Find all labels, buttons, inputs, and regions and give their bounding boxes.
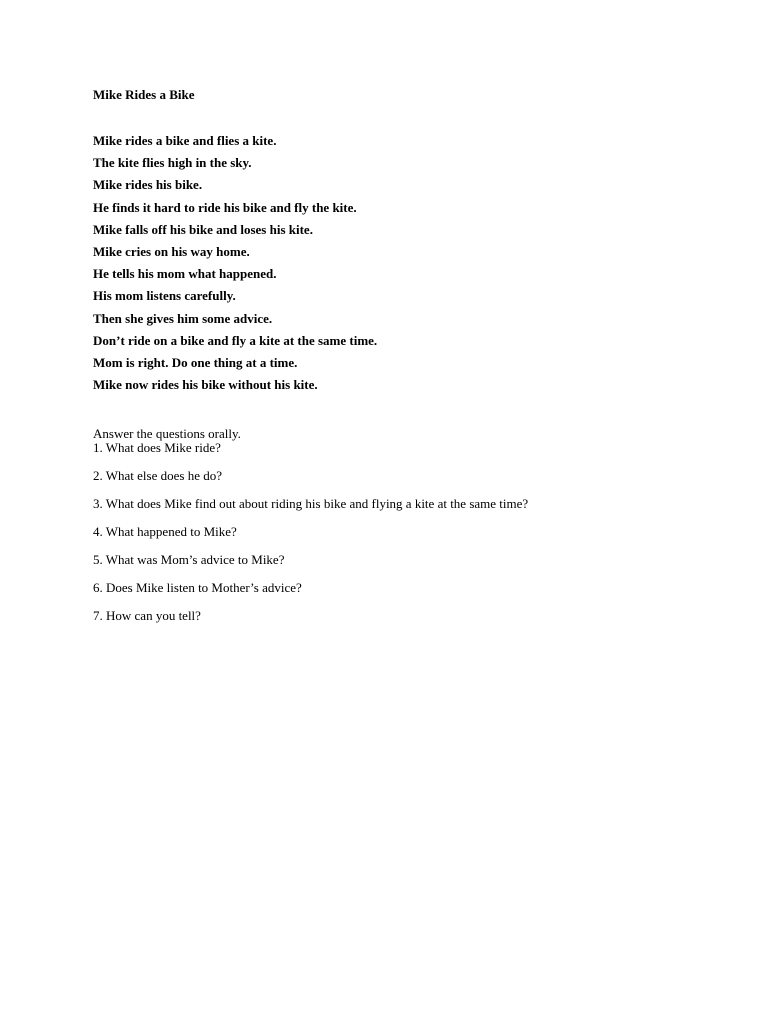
question-item: 5. What was Mom’s advice to Mike? (93, 552, 285, 567)
document-page (93, 86, 733, 623)
story-line: Mike rides his bike. (93, 177, 203, 193)
story-line: Mom is right. Do one thing at a time. (93, 355, 298, 371)
question-item: 6. Does Mike listen to Mother’s advice? (93, 580, 302, 595)
story-line: Mike rides a bike and flies a kite. (93, 133, 277, 148)
story-line: He finds it hard to ride his bike and fly the kite. (93, 199, 357, 215)
question-item: 2. What else does he do? (93, 468, 222, 483)
question-item: 3. What does Mike find out about riding his bike and flying a kite at the same time? (93, 496, 529, 511)
story-line: Don’t ride on a bike and fly a kite at the same time. (93, 332, 378, 348)
instructions-text: Answer the questions orally. (93, 426, 241, 441)
question-item: 7. How can you tell? (93, 608, 201, 623)
document-title: Mike Rides a Bike (93, 87, 195, 102)
story-line: Mike falls off his bike and loses his kite. (93, 221, 313, 237)
question-list (93, 441, 528, 637)
story-line: He tells his mom what happened. (93, 266, 277, 282)
story-line: The kite flies high in the sky. (93, 155, 252, 171)
story-line: Mike cries on his way home. (93, 244, 250, 260)
question-item: 1. What does Mike ride? (93, 440, 221, 455)
story-line: Mike now rides his bike without his kite. (93, 377, 318, 393)
question-item: 4. What happened to Mike? (93, 524, 237, 539)
story-line: His mom listens carefully. (93, 288, 236, 304)
story-text (93, 130, 733, 396)
story-line: Then she gives him some advice. (93, 310, 273, 326)
